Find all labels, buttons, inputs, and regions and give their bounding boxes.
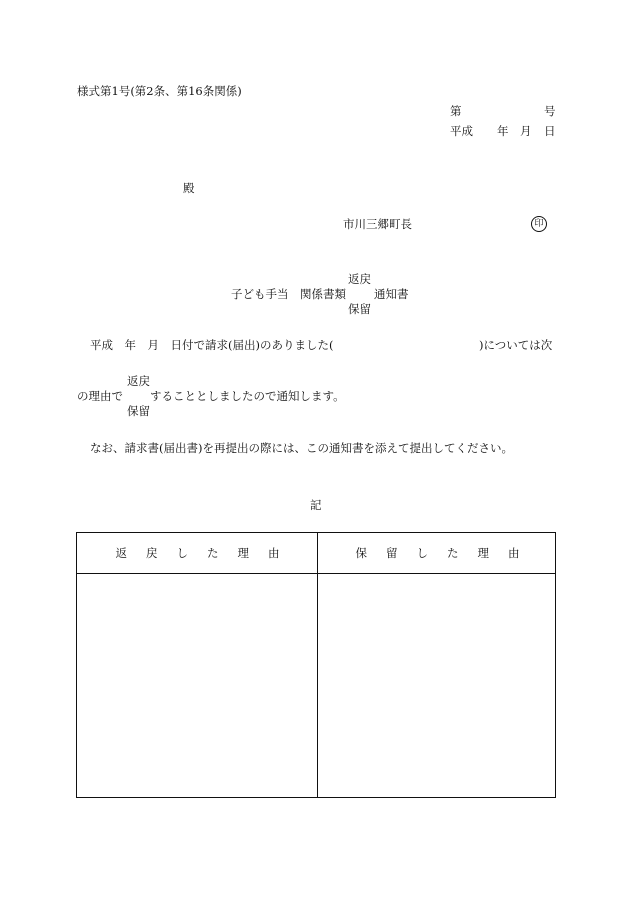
col-header-hold: 保留した理由 <box>355 546 539 560</box>
body-line1-end: )については次 <box>479 338 553 352</box>
form-id: 様式第1号(第2条、第16条関係) <box>77 84 242 98</box>
sender-name: 市川三郷町長 <box>343 217 412 231</box>
reason-suffix: することとしましたので通知します。 <box>150 389 345 403</box>
resubmission-note: なお、請求書(届出書)を再提出の際には、この通知書を添えて提出してください。 <box>90 441 513 455</box>
doc-number-suffix: 号 <box>544 104 556 118</box>
title-option-hold: 保留 <box>348 302 371 316</box>
reason-option-return: 返戻 <box>127 374 150 388</box>
addressee-suffix: 殿 <box>183 181 195 195</box>
date-year: 年 <box>497 124 509 138</box>
col-header-return: 返戻した理由 <box>115 546 299 560</box>
body-line1-date: 平成 年 月 日付で請求(届出)のありました( <box>90 338 334 352</box>
title-left: 子ども手当 関係書類 <box>231 287 346 301</box>
date-era: 平成 <box>450 124 473 138</box>
date-day: 日 <box>544 124 556 138</box>
return-reason-cell <box>77 574 316 798</box>
title-option-return: 返戻 <box>348 272 371 286</box>
date-month: 月 <box>520 124 532 138</box>
ki-heading: 記 <box>310 498 322 512</box>
reason-option-hold: 保留 <box>127 404 150 418</box>
doc-number-prefix: 第 <box>450 104 462 118</box>
title-right: 通知書 <box>374 287 409 301</box>
reason-table <box>76 532 556 798</box>
hold-reason-cell <box>318 574 557 798</box>
reason-prefix: の理由で <box>77 389 123 403</box>
seal-mark: 印 <box>531 216 547 232</box>
